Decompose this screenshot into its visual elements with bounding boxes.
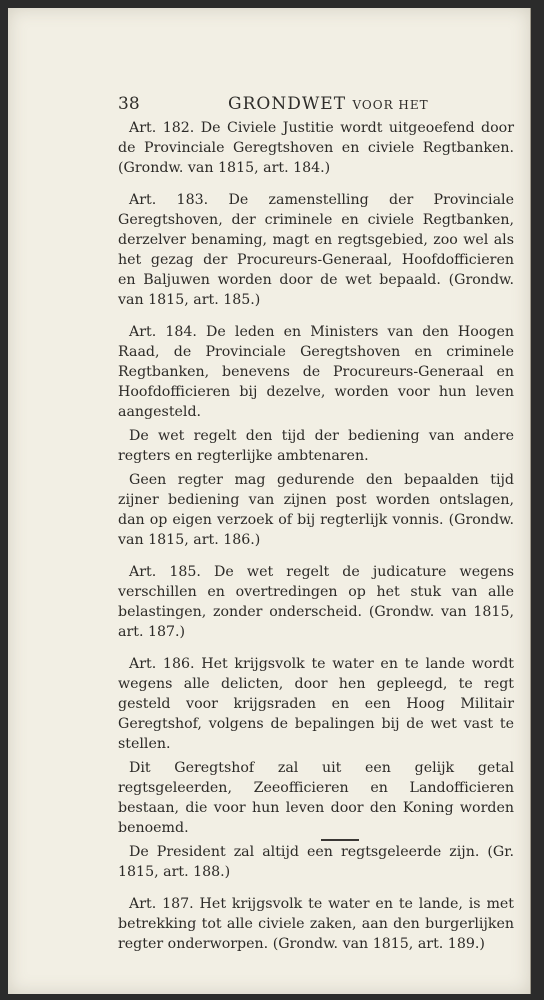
page-number: 38 (118, 94, 140, 114)
article-184: Art. 184. De leden en Ministers van den Hoogen Raad, de Provinciale Geregtshoven en criminele Regtbanken, benevens de Procureurs-Generaal en Hoofdofficieren bij dezelve, worden voor hun leven aangesteld. (118, 324, 514, 420)
article-183: Art. 183. De zamenstelling der Provinciale Geregtshoven, der criminele en civiele Regtbanken, derzelver benaming, magt en regtsgebied, zoo wel als het gezag der Procureurs-Generaal, Hoofdofficieren en Baljuwen worden door de wet bepaald. (Grondw. van 1815, art. 185.) (118, 192, 514, 308)
article-182: Art. 182. De Civiele Justitie wordt uitgeoefend door de Provinciale Geregtshoven en civiele Regtbanken. (Grondw. van 1815, art. 184.) (118, 120, 514, 176)
running-header (118, 94, 429, 118)
article-184-paragraph-3: Geen regter mag gedurende den bepaalden tijd zijner bediening van zijnen post worden ontslagen, dan op eigen verzoek of bij regterlijk vonnis. (Grondw. van 1815, art. 186.) (118, 472, 514, 548)
running-title-rest: VOOR HET (352, 98, 429, 112)
article-185: Art. 185. De wet regelt de judicature wegens verschillen en overtredingen op het stuk van alle belastingen, zonder onderscheid. (Grondw. van 1815, art. 187.) (118, 564, 514, 640)
article-186: Art. 186. Het krijgsvolk te water en te lande wordt wegens alle delicten, door hen gepleegd, te regt gesteld voor krijgsraden en een Hoog Militair Geregtshof, volgens de bepalingen bij de wet vast te stellen. (118, 656, 514, 752)
running-title (228, 94, 429, 114)
article-186-paragraph-2: Dit Geregtshof zal uit een gelijk getal regtsgeleerden, Zeeofficieren en Landofficieren bestaan, die voor hun leven door den Koning worden benoemd. (118, 760, 514, 836)
page-body (118, 118, 514, 954)
running-title-main: GRONDWET (228, 94, 347, 114)
article-184-paragraph-2: De wet regelt den tijd der bediening van andere regters en regterlijke ambtenaren. (118, 428, 514, 464)
article-187: Art. 187. Het krijgsvolk te water en te lande, is met betrekking tot alle civiele zaken, aan den burgerlijken regter onderworpen. (Grondw. van 1815, art. 189.) (118, 896, 514, 952)
article-186-paragraph-3: De President zal altijd een regtsgeleerde zijn. (Gr. 1815, art. 188.) (118, 844, 514, 880)
